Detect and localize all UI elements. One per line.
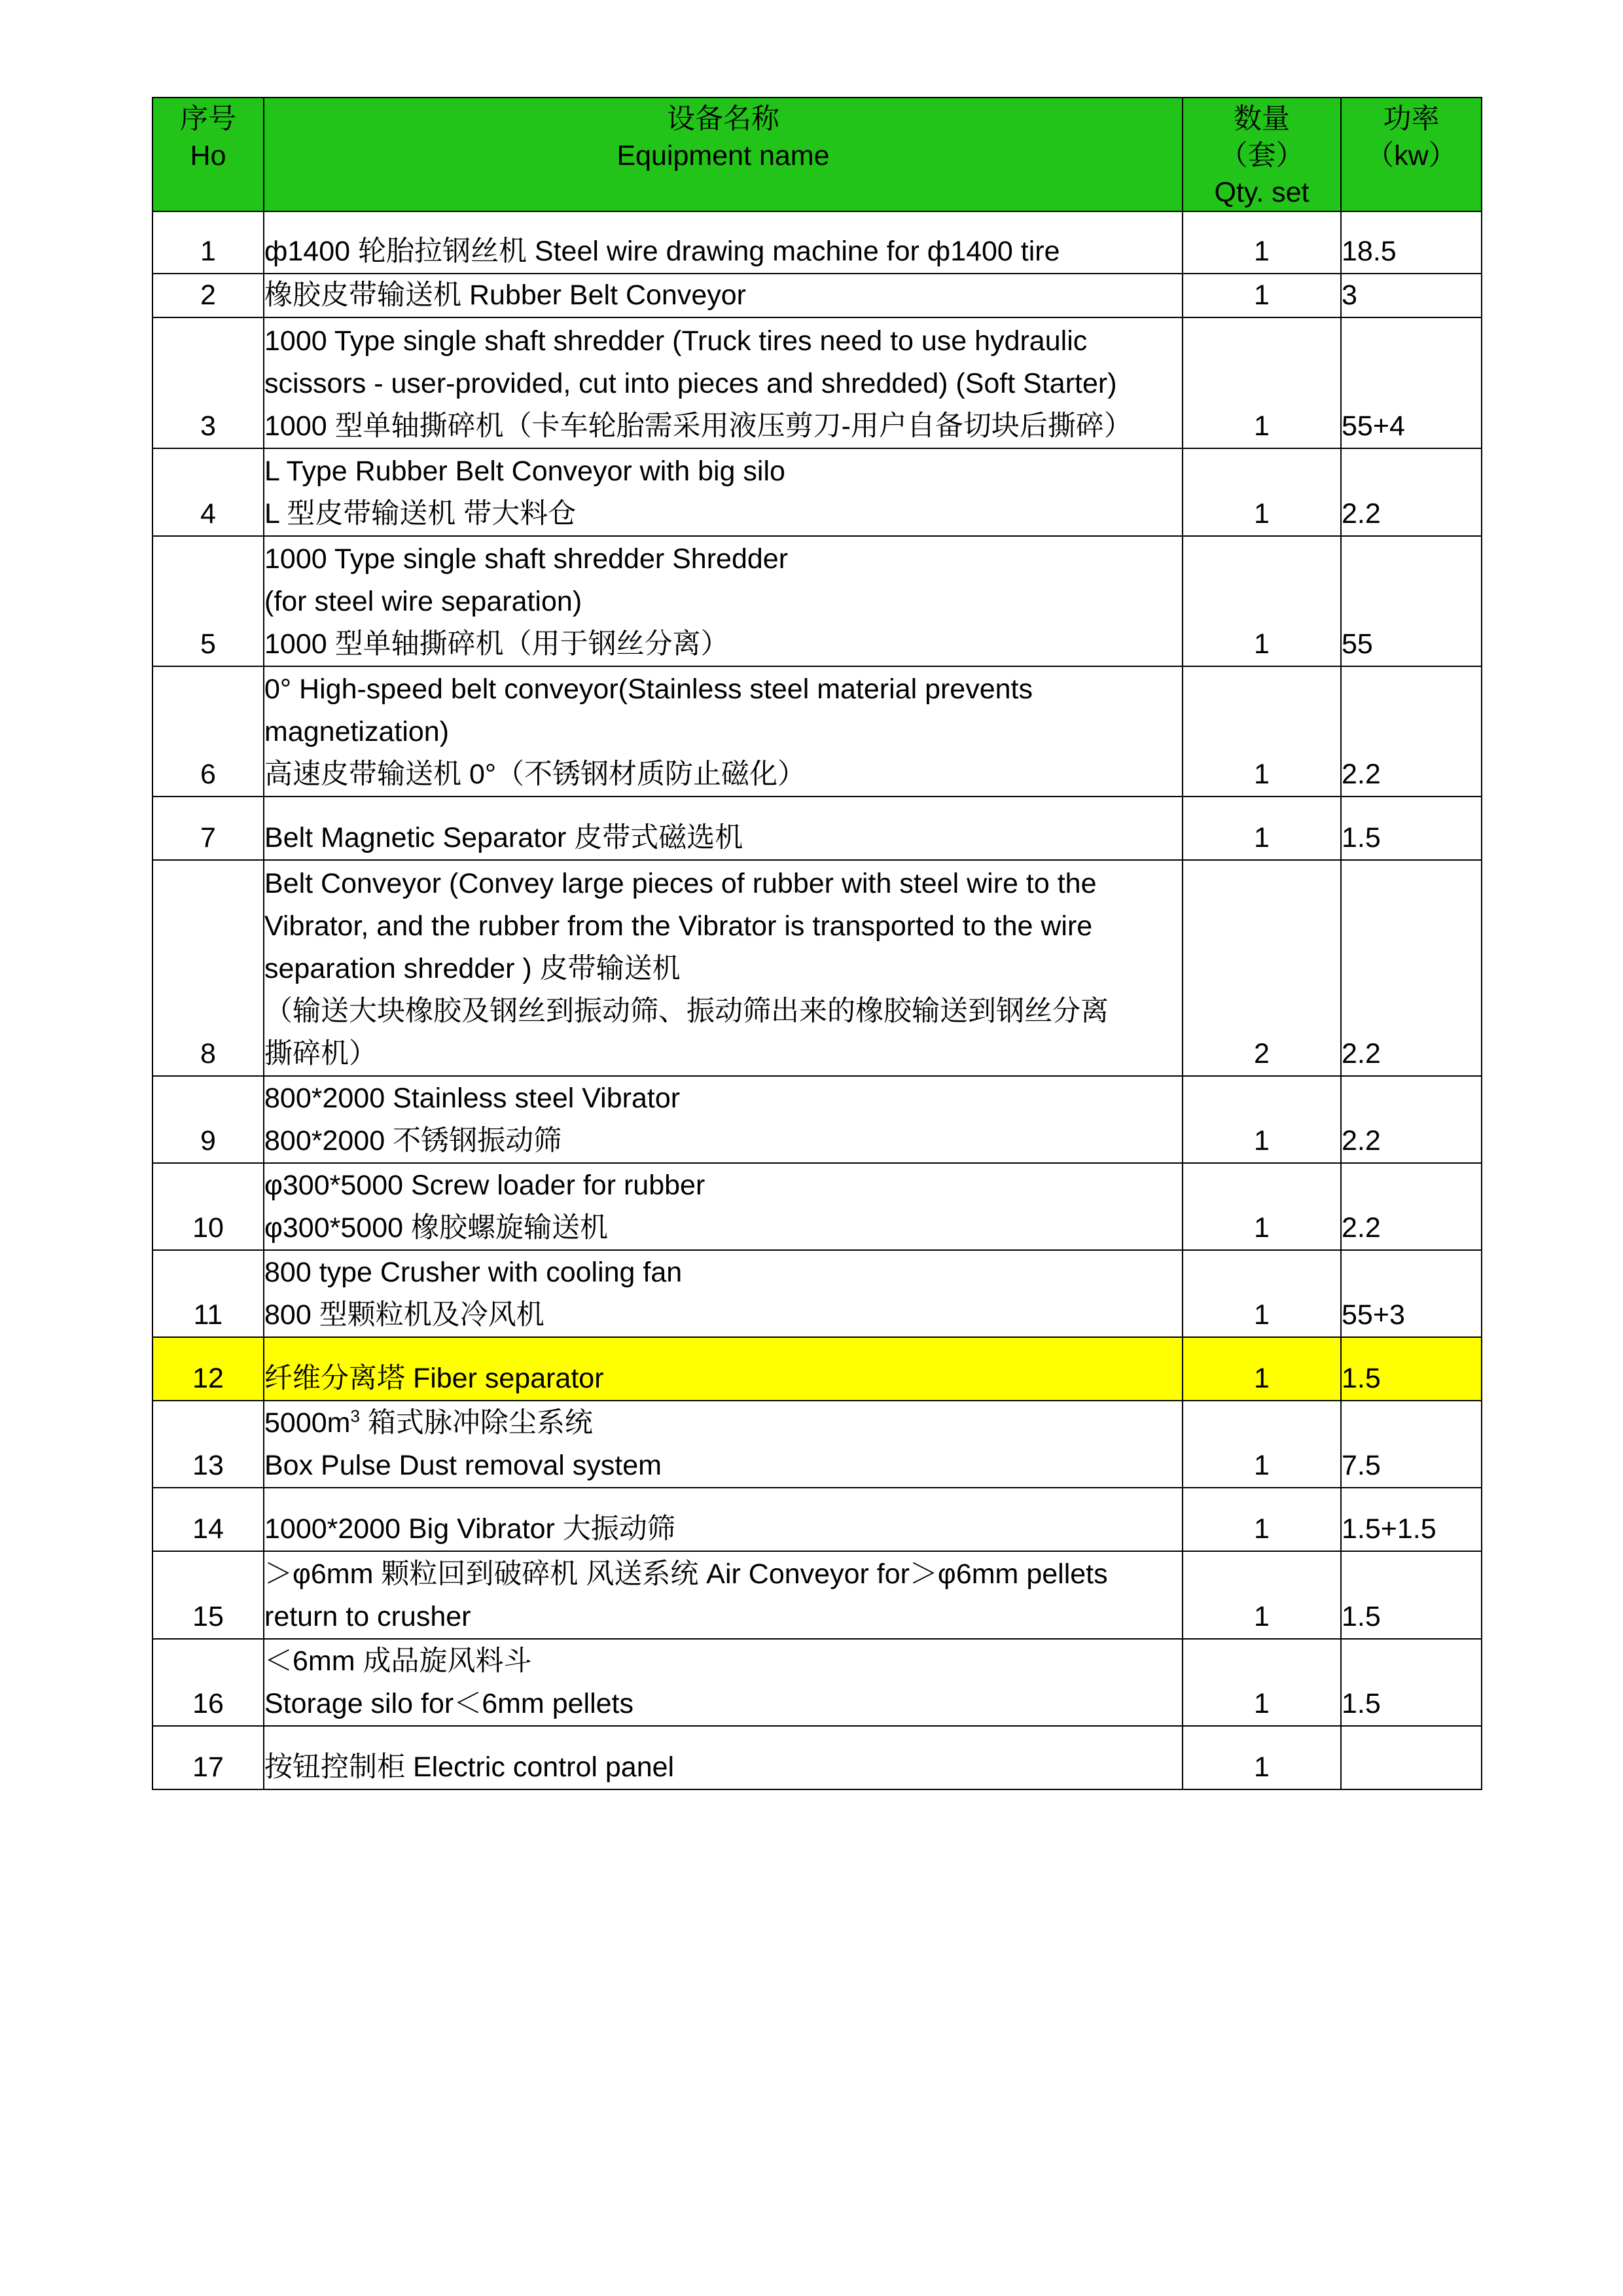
row-qty: 1 <box>1183 1076 1341 1163</box>
row-no: 10 <box>152 1163 264 1250</box>
row-no: 8 <box>152 860 264 1076</box>
row-no: 7 <box>152 797 264 860</box>
row-name: 800*2000 Stainless steel Vibrator 800*2000 不锈钢振动筛 <box>264 1076 1183 1163</box>
row-name: 1000 Type single shaft shredder (Truck tires need to use hydraulic scissors - user-provided, cut into pieces and shredded) (Soft Starter) 1000 型单轴撕碎机（卡车轮胎需采用液压剪刀-用户自备切块后撕碎） <box>264 317 1183 448</box>
table-row <box>152 211 1482 274</box>
row-power: 7.5 <box>1341 1401 1482 1488</box>
row-power: 3 <box>1341 274 1482 317</box>
row-qty: 1 <box>1183 797 1341 860</box>
table-row <box>152 1639 1482 1726</box>
row-name: ＞φ6mm 颗粒回到破碎机 风送系统 Air Conveyor for＞φ6mm pellets return to crusher <box>264 1551 1183 1639</box>
row-power: 2.2 <box>1341 666 1482 797</box>
row-no: 17 <box>152 1726 264 1789</box>
row-name: L Type Rubber Belt Conveyor with big silo L 型皮带输送机 带大料仓 <box>264 448 1183 536</box>
equipment-table <box>152 97 1482 1790</box>
table-row <box>152 1076 1482 1163</box>
superscript: 3 <box>350 1406 360 1426</box>
row-no: 3 <box>152 317 264 448</box>
row-name: ＜6mm 成品旋风料斗 Storage silo for＜6mm pellets <box>264 1639 1183 1726</box>
table-row <box>152 448 1482 536</box>
row-power: 2.2 <box>1341 1163 1482 1250</box>
table-header-row <box>152 98 1482 211</box>
row-no: 4 <box>152 448 264 536</box>
table-row <box>152 666 1482 797</box>
table-row <box>152 274 1482 317</box>
row-power: 1.5 <box>1341 797 1482 860</box>
row-power: 1.5 <box>1341 1639 1482 1726</box>
row-power <box>1341 1726 1482 1789</box>
row-name: $5000m^3$ 箱式脉冲除尘系统 Box Pulse Dust removal system <box>264 1401 1183 1488</box>
row-name: 800 type Crusher with cooling fan 800 型颗粒机及冷风机 <box>264 1250 1183 1337</box>
table-row <box>152 536 1482 666</box>
row-qty: 1 <box>1183 274 1341 317</box>
row-qty: 1 <box>1183 211 1341 274</box>
row-name: 1000 Type single shaft shredder Shredder (for steel wire separation) 1000 型单轴撕碎机（用于钢丝分离） <box>264 536 1183 666</box>
header-power: 功率 （kw） <box>1341 98 1482 211</box>
row-power: 2.2 <box>1341 1076 1482 1163</box>
table-row <box>152 1250 1482 1337</box>
table-row <box>152 1401 1482 1488</box>
table-row-highlighted <box>152 1337 1482 1401</box>
table-row <box>152 1488 1482 1551</box>
row-qty: 1 <box>1183 536 1341 666</box>
header-qty: 数量 （套） Qty. set <box>1183 98 1341 211</box>
row-no: 9 <box>152 1076 264 1163</box>
row-qty: 1 <box>1183 1639 1341 1726</box>
row-no: 2 <box>152 274 264 317</box>
row-no: 6 <box>152 666 264 797</box>
row-power: 55+4 <box>1341 317 1482 448</box>
row-qty: 1 <box>1183 317 1341 448</box>
row-no: 13 <box>152 1401 264 1488</box>
row-no: 16 <box>152 1639 264 1726</box>
row-no: 1 <box>152 211 264 274</box>
header-name: 设备名称 Equipment name <box>264 98 1183 211</box>
row-power: 2.2 <box>1341 448 1482 536</box>
row-qty: 1 <box>1183 1163 1341 1250</box>
table-row <box>152 317 1482 448</box>
row-no: 14 <box>152 1488 264 1551</box>
row-no: 12 <box>152 1337 264 1401</box>
table-row <box>152 1163 1482 1250</box>
row-name: Belt Magnetic Separator 皮带式磁选机 <box>264 797 1183 860</box>
row-power: 1.5 <box>1341 1337 1482 1401</box>
row-no: 5 <box>152 536 264 666</box>
row-name: Belt Conveyor (Convey large pieces of rubber with steel wire to the Vibrator, and the rubber from the Vibrator is transported to the wire separation shredder ) 皮带输送机 （输送大块橡胶及钢丝到振动筛、振动筛出来的橡胶输送到钢丝分离 撕碎机） <box>264 860 1183 1076</box>
row-qty: 2 <box>1183 860 1341 1076</box>
row-name: 按钮控制柜 Electric control panel <box>264 1726 1183 1789</box>
row-name: 橡胶皮带输送机 Rubber Belt Conveyor <box>264 274 1183 317</box>
row-power: 1.5+1.5 <box>1341 1488 1482 1551</box>
row-no: 11 <box>152 1250 264 1337</box>
row-qty: 1 <box>1183 1250 1341 1337</box>
table-row <box>152 797 1482 860</box>
row-qty: 1 <box>1183 1726 1341 1789</box>
row-name: 纤维分离塔 Fiber separator <box>264 1337 1183 1401</box>
row-qty: 1 <box>1183 1551 1341 1639</box>
row-name-line: $5000m^3$ 箱式脉冲除尘系统 <box>264 1406 593 1439</box>
row-name: 0° High-speed belt conveyor(Stainless steel material prevents magnetization) 高速皮带输送机 0°（不锈钢材质防止磁化） <box>264 666 1183 797</box>
row-qty: 1 <box>1183 666 1341 797</box>
row-power: 2.2 <box>1341 860 1482 1076</box>
row-name: φ300*5000 Screw loader for rubber φ300*5000 橡胶螺旋输送机 <box>264 1163 1183 1250</box>
row-power: 18.5 <box>1341 211 1482 274</box>
row-qty: 1 <box>1183 448 1341 536</box>
row-power: 55+3 <box>1341 1250 1482 1337</box>
table-row <box>152 860 1482 1076</box>
row-power: 55 <box>1341 536 1482 666</box>
row-no: 15 <box>152 1551 264 1639</box>
row-name: 1000*2000 Big Vibrator 大振动筛 <box>264 1488 1183 1551</box>
row-power: 1.5 <box>1341 1551 1482 1639</box>
row-name: ф1400 轮胎拉钢丝机 Steel wire drawing machine for ф1400 tire <box>264 211 1183 274</box>
table-row <box>152 1726 1482 1789</box>
table-row <box>152 1551 1482 1639</box>
row-qty: 1 <box>1183 1337 1341 1401</box>
row-qty: 1 <box>1183 1488 1341 1551</box>
header-no: 序号 Ho <box>152 98 264 211</box>
row-qty: 1 <box>1183 1401 1341 1488</box>
